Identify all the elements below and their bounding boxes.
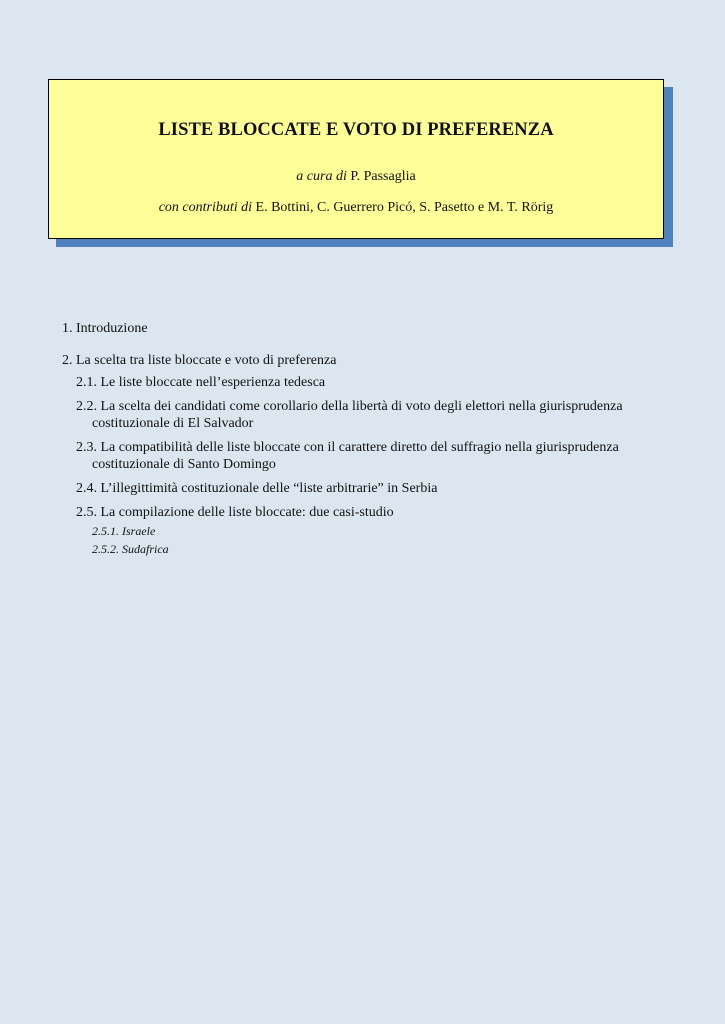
toc-item-2-4[interactable]: 2.4. L’illegittimità costituzionale delle “liste arbitrarie” in Serbia [76, 481, 438, 496]
editor-line [49, 169, 663, 185]
editor-prefix: a cura di [296, 169, 347, 184]
toc-item-2-2[interactable]: 2.2. La scelta dei candidati come corollario della libertà di voto degli elettori nella giurisprudenza costituzionale di El Salvador [76, 399, 623, 431]
editor-name: P. Passaglia [350, 169, 416, 184]
toc-item-2-1[interactable]: 2.1. Le liste bloccate nell’esperienza tedesca [76, 375, 326, 390]
toc-item-2[interactable]: 2. La scelta tra liste bloccate e voto di preferenza [62, 353, 337, 368]
contributors-prefix: con contributi di [158, 200, 253, 215]
document-title: LISTE BLOCCATE E VOTO DI PREFERENZA [158, 120, 554, 140]
toc-item-2-5-2[interactable]: 2.5.2. Sudafrica [92, 542, 169, 556]
toc-item-2-3[interactable]: 2.3. La compatibilità delle liste bloccate con il carattere diretto del suffragio nella giurisprudenza costituzionale di Santo Domingo [76, 440, 619, 472]
table-of-contents [62, 320, 662, 557]
contributors-names: E. Bottini, C. Guerrero Picó, S. Pasetto e M. T. Rörig [255, 200, 554, 215]
toc-item-2-5[interactable]: 2.5. La compilazione delle liste bloccate: due casi-studio [76, 505, 394, 520]
toc-item-1[interactable]: 1. Introduzione [62, 321, 148, 336]
contributors-line [49, 200, 663, 216]
toc-item-2-5-1[interactable]: 2.5.1. Israele [92, 524, 156, 538]
title-box [48, 79, 664, 239]
